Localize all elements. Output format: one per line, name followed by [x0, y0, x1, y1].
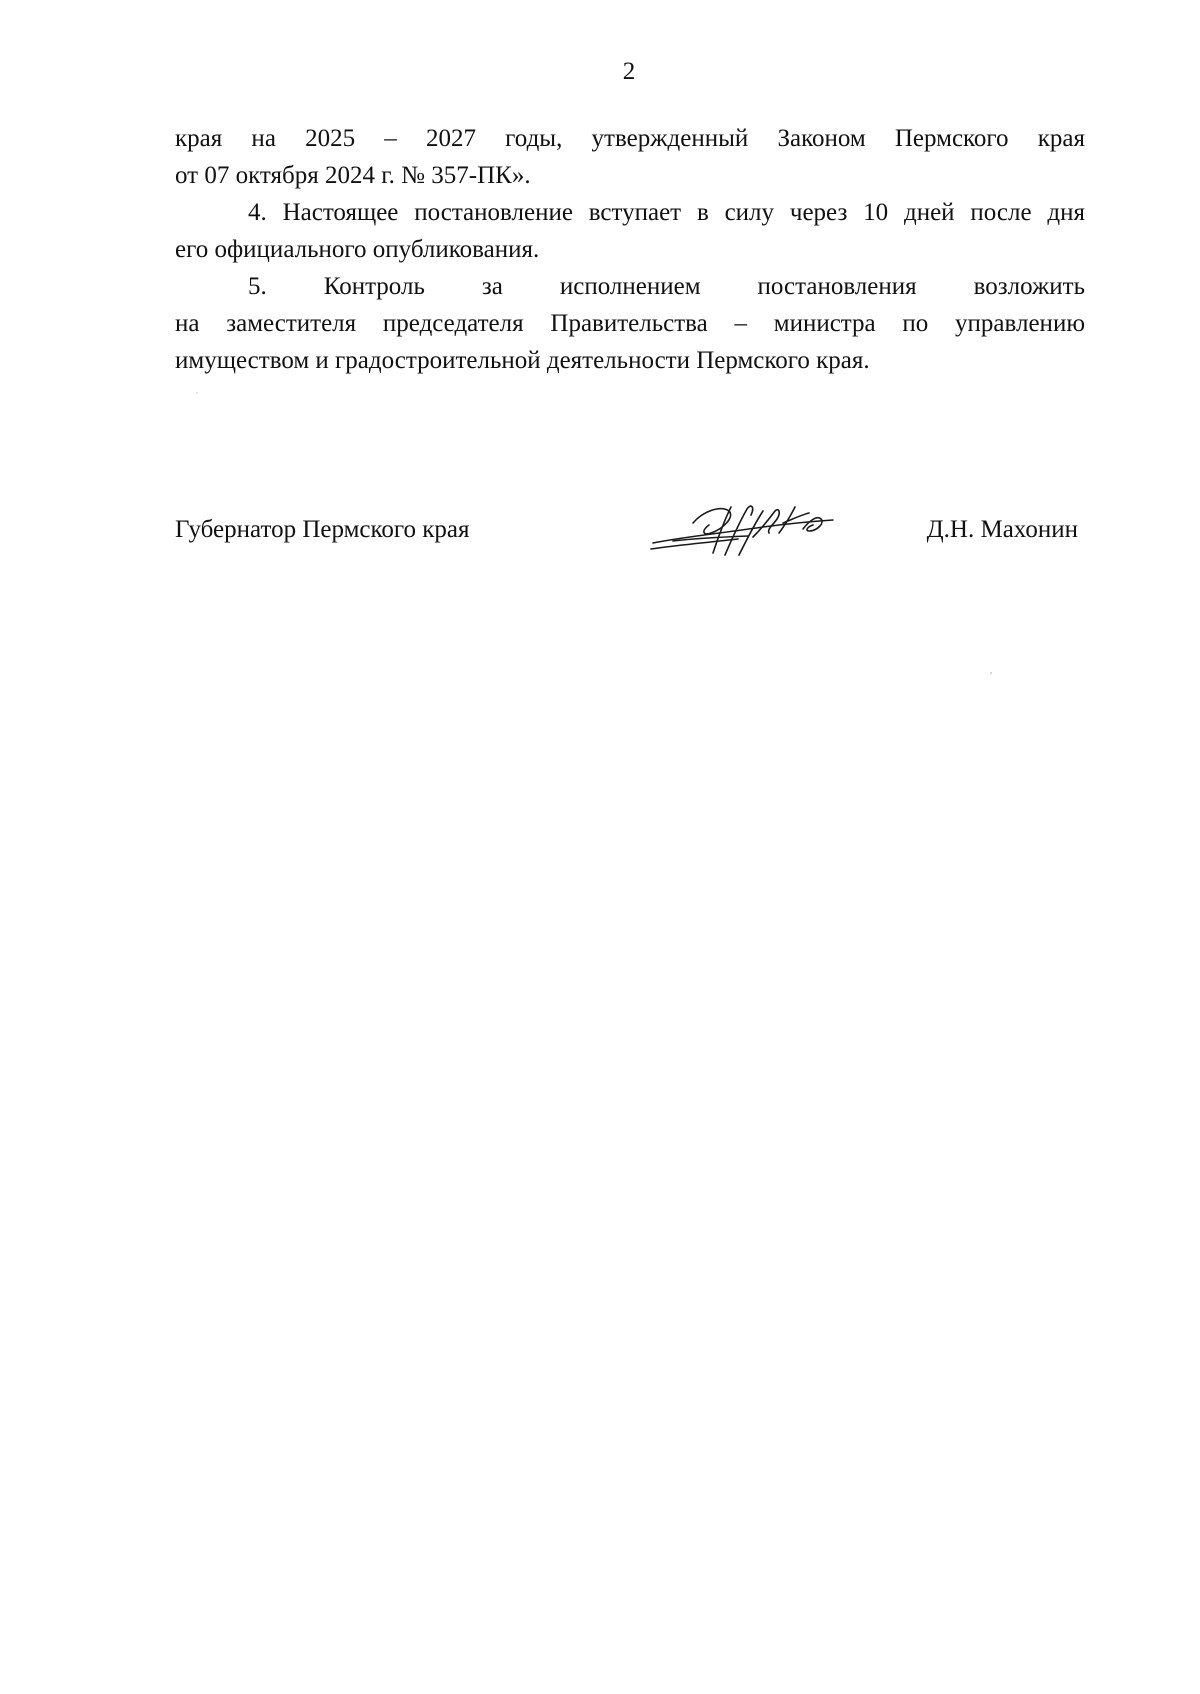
signature-block: [175, 511, 1085, 571]
text-line: 4. Настоящее постановление вступает в силу через 10 дней после дня: [248, 199, 1085, 226]
page-number: 2: [622, 58, 636, 85]
paragraph-5: [175, 268, 1085, 379]
text-line: имуществом и градостроительной деятельности Пермского края.: [175, 347, 870, 374]
text-line: 5. Контроль за исполнением постановления возложить: [248, 273, 1085, 300]
text-line: на заместителя председателя Правительства – министра по управлению: [175, 310, 1085, 337]
scan-artifact: [196, 392, 198, 394]
paragraph-4: [175, 194, 1085, 268]
text-line: края на 2025 – 2027 годы, утвержденный Законом Пермского края: [175, 125, 1085, 152]
document-body: [175, 120, 1085, 379]
text-line: его официального опубликования.: [175, 236, 540, 263]
text-line: от 07 октября 2024 г. № 357-ПК».: [175, 162, 531, 189]
handwritten-signature: [643, 493, 843, 563]
paragraph-continuation: [175, 120, 1085, 194]
signatory-name: Д.Н. Махонин: [926, 516, 1078, 543]
scan-artifact: [990, 672, 992, 674]
signatory-title: Губернатор Пермского края: [175, 516, 470, 543]
